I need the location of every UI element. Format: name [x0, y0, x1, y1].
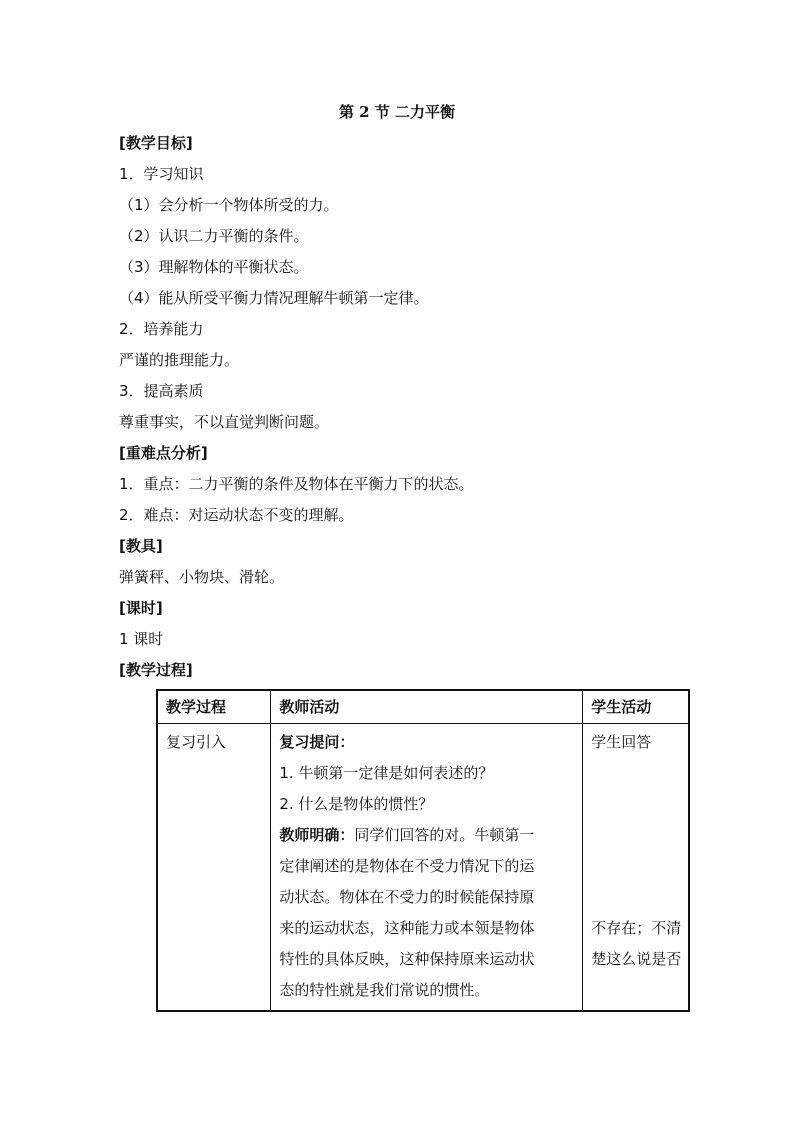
knowledge-title: 1．学习知识: [119, 165, 204, 183]
key-point-item: 1．重点：二力平衡的条件及物体在平衡力下的状态。: [119, 475, 474, 493]
process-heading: [教学过程]: [119, 661, 193, 679]
quality-title: 3．提高素质: [119, 382, 204, 400]
process-table: [156, 689, 690, 1012]
student-text: 楚这么说是否: [591, 950, 682, 968]
clarify-text: 来的运动状态，这种能力或本领是物体: [279, 919, 535, 937]
knowledge-item: （1）会分析一个物体所受的力。: [119, 196, 339, 214]
stage-text: 复习引入: [166, 733, 227, 751]
header-student: 学生活动: [583, 690, 689, 724]
knowledge-item: （2）认识二力平衡的条件。: [119, 227, 309, 245]
knowledge-item: （3）理解物体的平衡状态。: [119, 258, 309, 276]
review-label: 复习提问：: [279, 733, 355, 751]
table-row: [157, 724, 689, 1012]
objectives-heading: [教学目标]: [119, 134, 193, 152]
hours-heading: [课时]: [119, 599, 163, 617]
key-points-heading: [重难点分析]: [119, 444, 208, 462]
student-answer: 学生回答: [591, 733, 652, 751]
knowledge-item: （4）能从所受平衡力情况理解牛顿第一定律。: [119, 289, 429, 307]
clarify-text: 特性的具体反映，这种保持原来运动状: [279, 950, 535, 968]
tools-heading: [教具]: [119, 537, 163, 555]
student-cell: [583, 724, 689, 1012]
student-text: 不存在；不清: [591, 919, 682, 937]
clarify-label: 教师明确：: [279, 826, 355, 844]
stage-cell: [157, 724, 271, 1012]
review-question: 1. 牛顿第一定律是如何表述的？: [279, 764, 494, 782]
ability-text: 严谨的推理能力。: [119, 351, 240, 369]
quality-text: 尊重事实，不以直觉判断问题。: [119, 413, 330, 431]
page-title: 第 2 节 二力平衡: [338, 103, 456, 121]
header-teacher: 教师活动: [271, 690, 583, 724]
hours-text: 1 课时: [119, 630, 164, 648]
student-spacer: [591, 758, 680, 913]
clarify-text: 态的特性就是我们常说的惯性。: [279, 981, 490, 999]
table-header-row: [157, 690, 689, 724]
key-point-item: 2．难点：对运动状态不变的理解。: [119, 506, 354, 524]
review-question: 2. 什么是物体的惯性？: [279, 795, 434, 813]
clarify-text: 同学们回答的对。牛顿第一: [354, 826, 535, 844]
clarify-line: [279, 820, 574, 851]
teacher-cell: [271, 724, 583, 1012]
ability-title: 2．培养能力: [119, 320, 204, 338]
clarify-text: 定律阐述的是物体在不受力情况下的运: [279, 857, 535, 875]
clarify-text: 动状态。物体在不受力的时候能保持原: [279, 888, 535, 906]
header-stage: 教学过程: [157, 690, 271, 724]
lesson-content: [119, 128, 689, 686]
tools-text: 弹簧秤、小物块、滑轮。: [119, 568, 285, 586]
